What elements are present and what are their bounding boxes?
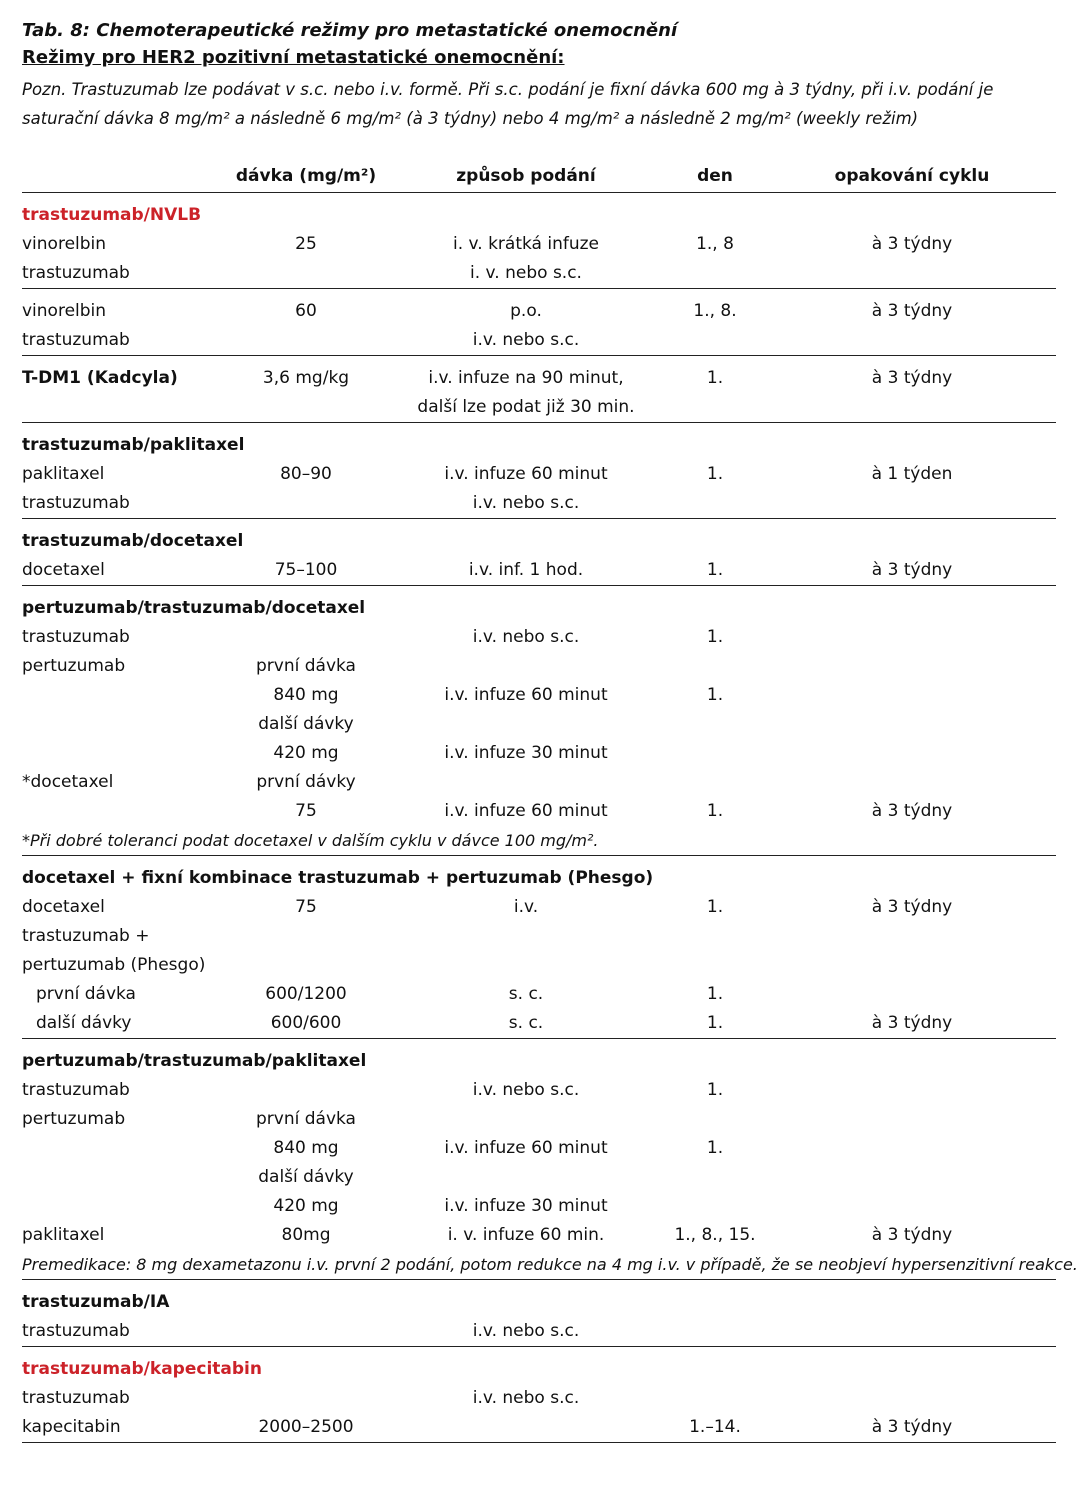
cell-drug xyxy=(22,1163,222,1192)
cell-cycle xyxy=(768,951,1056,980)
cell-route: i.v. infuze 60 minut xyxy=(444,464,608,484)
cell-cycle xyxy=(768,1384,1056,1413)
spacer-row xyxy=(22,519,1056,528)
cell-cycle: à 3 týdny xyxy=(768,1413,1056,1443)
table-row xyxy=(22,460,1056,489)
cell-day: 1., 8., 15. xyxy=(674,1225,756,1245)
cell-drug: docetaxel xyxy=(22,897,105,917)
cell-cycle xyxy=(768,980,1056,1009)
regimen-group-title: trastuzumab/kapecitabin xyxy=(22,1359,262,1379)
table-row xyxy=(22,364,1056,393)
cell-dose: 600/600 xyxy=(222,1009,390,1039)
header-regimen xyxy=(22,160,222,193)
spacer xyxy=(22,1280,1056,1289)
cell-cycle xyxy=(768,326,1056,356)
cell-drug: pertuzumab xyxy=(22,656,126,676)
cell-day: 1. xyxy=(662,556,768,586)
cell-route: i.v. nebo s.c. xyxy=(390,326,662,356)
spacer xyxy=(22,289,1056,298)
cell-dose: 60 xyxy=(295,301,317,321)
cell-drug: trastuzumab xyxy=(22,1388,130,1408)
spacer-row xyxy=(22,193,1056,202)
cell-day: 1. xyxy=(706,1138,724,1158)
cell-drug: další dávky xyxy=(22,1009,222,1039)
cell-route: i. v. krátká infuze xyxy=(452,234,599,254)
spacer-row xyxy=(22,1039,1056,1048)
cell-dose: 25 xyxy=(295,234,317,254)
cell-dose: další dávky xyxy=(258,714,354,734)
cell-drug: paklitaxel xyxy=(22,464,105,484)
cell-day: 1. xyxy=(706,1080,724,1100)
table-row xyxy=(22,893,1056,922)
header-day: den xyxy=(662,160,768,193)
cell-day xyxy=(662,1192,768,1221)
table-row xyxy=(22,739,1056,768)
cell-cycle xyxy=(768,681,1056,710)
table-row xyxy=(22,980,1056,1009)
regimen-group-title: trastuzumab/NVLB xyxy=(22,205,202,225)
group-note-row xyxy=(22,1250,1056,1280)
cell-cycle xyxy=(768,623,1056,652)
cell-cycle xyxy=(768,652,1056,681)
cell-dose: první dávka xyxy=(256,656,356,676)
table-subtitle: Režimy pro HER2 pozitivní metastatické onemocnění: xyxy=(22,47,565,68)
cell-drug: trastuzumab xyxy=(22,259,222,289)
cell-cycle: à 1 týden xyxy=(871,464,953,484)
cell-day xyxy=(662,922,768,951)
spacer-row xyxy=(22,423,1056,432)
cell-route xyxy=(390,710,662,739)
table-row xyxy=(22,681,1056,710)
cell-cycle xyxy=(768,259,1056,289)
cell-route xyxy=(390,768,662,797)
cell-cycle xyxy=(768,1134,1056,1163)
cell-drug: vinorelbin xyxy=(22,234,107,254)
regimen-table xyxy=(22,160,1078,1443)
table-row xyxy=(22,1221,1056,1250)
cell-drug: trastuzumab xyxy=(22,1317,222,1347)
regimen-note: Premedikace: 8 mg dexametazonu i.v. první 2 podání, potom redukce na 4 mg i.v. v případě, že se neobjeví hypersenzitivní reakce. xyxy=(22,1250,1056,1280)
cell-day: 1. xyxy=(706,685,724,705)
group-title-row xyxy=(22,594,1056,623)
cell-route: s. c. xyxy=(508,984,544,1004)
table-row xyxy=(22,556,1056,586)
cell-dose xyxy=(222,259,390,289)
cell-dose: 3,6 mg/kg xyxy=(262,368,350,388)
spacer xyxy=(22,1347,1056,1356)
cell-cycle: à 3 týdny xyxy=(871,801,953,821)
cell-cycle xyxy=(768,1163,1056,1192)
cell-drug: pertuzumab xyxy=(22,1109,126,1129)
table-row xyxy=(22,1134,1056,1163)
cell-dose: 80–90 xyxy=(280,464,332,484)
cell-route: i.v. infuze 60 minut xyxy=(444,801,608,821)
regimen-group-title: pertuzumab/trastuzumab/paklitaxel xyxy=(22,1051,367,1071)
cell-dose: 840 mg xyxy=(273,685,339,705)
cell-day xyxy=(662,393,768,423)
table-row xyxy=(22,259,1056,289)
cell-dose xyxy=(222,1384,390,1413)
table-row xyxy=(22,1009,1056,1039)
cell-day xyxy=(662,1384,768,1413)
cell-day xyxy=(662,1317,768,1347)
cell-day xyxy=(662,739,768,768)
spacer-row xyxy=(22,1347,1056,1356)
cell-day xyxy=(662,710,768,739)
cell-drug: trastuzumab xyxy=(22,326,222,356)
cell-route: i.v. infuze 30 minut xyxy=(444,743,608,763)
cell-dose xyxy=(222,623,390,652)
cell-drug: T-DM1 (Kadcyla) xyxy=(22,368,178,388)
table-row xyxy=(22,1384,1056,1413)
cell-route xyxy=(390,652,662,681)
cell-drug: paklitaxel xyxy=(22,1225,105,1245)
cell-day xyxy=(662,1163,768,1192)
spacer-row xyxy=(22,1280,1056,1289)
table-row xyxy=(22,768,1056,797)
cell-dose: 80mg xyxy=(281,1225,331,1245)
cell-route: p.o. xyxy=(510,301,542,321)
table-row xyxy=(22,710,1056,739)
cell-route xyxy=(390,951,662,980)
spacer-row xyxy=(22,856,1056,865)
cell-day xyxy=(662,951,768,980)
cell-drug xyxy=(22,393,222,423)
cell-drug: trastuzumab + xyxy=(22,926,150,946)
cell-drug: vinorelbin xyxy=(22,301,107,321)
cell-day xyxy=(662,326,768,356)
cell-route: i. v. nebo s.c. xyxy=(390,259,662,289)
table-row xyxy=(22,1317,1056,1347)
cell-day: 1. xyxy=(706,627,724,647)
group-title-row xyxy=(22,1047,1056,1076)
table-row xyxy=(22,326,1056,356)
cell-route: i.v. nebo s.c. xyxy=(472,1080,580,1100)
cell-dose: 75–100 xyxy=(222,556,390,586)
header-row xyxy=(22,160,1056,193)
regimen-group-title: trastuzumab/IA xyxy=(22,1292,170,1312)
cell-drug xyxy=(22,1192,222,1221)
group-note-row xyxy=(22,826,1056,856)
cell-dose xyxy=(222,326,390,356)
cell-drug: trastuzumab xyxy=(22,627,130,647)
cell-cycle xyxy=(768,710,1056,739)
cell-day: 1., 8. xyxy=(693,301,737,321)
group-title-row xyxy=(22,864,1056,893)
regimen-group-title: pertuzumab/trastuzumab/docetaxel xyxy=(22,598,366,618)
table-row xyxy=(22,297,1056,326)
table-row xyxy=(22,489,1056,519)
cell-cycle: à 3 týdny xyxy=(871,1225,953,1245)
cell-drug xyxy=(22,1134,222,1163)
cell-day: 1. xyxy=(706,801,724,821)
cell-route: i.v. infuze 60 minut xyxy=(444,685,608,705)
cell-dose xyxy=(222,1076,390,1105)
group-title-row xyxy=(22,1355,1056,1384)
cell-day: 1. xyxy=(706,984,724,1004)
cell-day xyxy=(662,259,768,289)
cell-dose xyxy=(222,951,390,980)
regimen-note: *Při dobré toleranci podat docetaxel v dalším cyklu v dávce 100 mg/m². xyxy=(22,826,1056,856)
table-row xyxy=(22,1076,1056,1105)
cell-cycle xyxy=(768,1076,1056,1105)
spacer-row xyxy=(22,356,1056,365)
cell-cycle: à 3 týdny xyxy=(871,234,953,254)
cell-route: i.v. nebo s.c. xyxy=(390,489,662,519)
cell-cycle xyxy=(768,1105,1056,1134)
group-title-row xyxy=(22,431,1056,460)
cell-route: i.v. xyxy=(513,897,539,917)
cell-drug xyxy=(22,710,222,739)
cell-day: 1. xyxy=(706,897,724,917)
spacer xyxy=(22,519,1056,528)
cell-route: s. c. xyxy=(390,1009,662,1039)
cell-drug: *docetaxel xyxy=(22,772,114,792)
table-row xyxy=(22,797,1056,826)
cell-route: i. v. infuze 60 min. xyxy=(447,1225,605,1245)
cell-drug: první dávka xyxy=(36,984,136,1004)
cell-cycle xyxy=(768,922,1056,951)
cell-dose xyxy=(222,922,390,951)
cell-dose: 75 xyxy=(295,801,317,821)
cell-route: další lze podat již 30 min. xyxy=(390,393,662,423)
table-row xyxy=(22,1105,1056,1134)
cell-cycle xyxy=(768,1192,1056,1221)
cell-cycle xyxy=(768,768,1056,797)
cell-dose: první dávka xyxy=(256,1109,356,1129)
cell-drug: docetaxel xyxy=(22,556,222,586)
regimen-group-title: trastuzumab/paklitaxel xyxy=(22,435,245,455)
cell-route: i.v. infuze na 90 minut, xyxy=(428,368,624,388)
cell-cycle: à 3 týdny xyxy=(871,368,953,388)
cell-cycle xyxy=(768,1317,1056,1347)
cell-route: i.v. infuze 60 minut xyxy=(444,1138,608,1158)
table-row xyxy=(22,1413,1056,1443)
cell-dose xyxy=(222,393,390,423)
cell-cycle xyxy=(768,489,1056,519)
cell-day xyxy=(662,652,768,681)
cell-route: i.v. nebo s.c. xyxy=(390,1317,662,1347)
cell-route xyxy=(390,1163,662,1192)
cell-drug xyxy=(22,681,222,710)
cell-cycle: à 3 týdny xyxy=(871,897,953,917)
cell-drug: trastuzumab xyxy=(22,489,222,519)
cell-day xyxy=(662,768,768,797)
table-row xyxy=(22,623,1056,652)
group-title-row xyxy=(22,1288,1056,1317)
spacer xyxy=(22,423,1056,432)
cell-route: i.v. infuze 30 minut xyxy=(444,1196,608,1216)
spacer xyxy=(22,586,1056,595)
table-row xyxy=(22,652,1056,681)
cell-dose: 600/1200 xyxy=(265,984,347,1004)
cell-day xyxy=(662,1105,768,1134)
cell-dose: 840 mg xyxy=(273,1138,339,1158)
cell-dose: první dávky xyxy=(256,772,356,792)
cell-drug: pertuzumab (Phesgo) xyxy=(22,955,206,975)
group-title-row xyxy=(22,201,1056,230)
spacer xyxy=(22,1039,1056,1048)
table-row xyxy=(22,922,1056,951)
spacer-row xyxy=(22,586,1056,595)
cell-dose: 2000–2500 xyxy=(222,1413,390,1443)
cell-day: 1.–14. xyxy=(662,1413,768,1443)
table-title: Tab. 8: Chemoterapeutické režimy pro metastatické onemocnění xyxy=(22,20,678,41)
group-title-row xyxy=(22,527,1056,556)
cell-route xyxy=(390,1413,662,1443)
spacer xyxy=(22,356,1056,365)
cell-day xyxy=(662,489,768,519)
table-row xyxy=(22,393,1056,423)
table-body xyxy=(22,193,1078,1443)
spacer xyxy=(22,193,1056,202)
cell-dose: 420 mg xyxy=(273,743,339,763)
table-row xyxy=(22,1163,1056,1192)
cell-route xyxy=(390,1105,662,1134)
cell-dose xyxy=(222,489,390,519)
cell-cycle: à 3 týdny xyxy=(768,1009,1056,1039)
regimen-group-title: docetaxel + fixní kombinace trastuzumab + pertuzumab (Phesgo) xyxy=(22,868,654,888)
cell-route xyxy=(390,922,662,951)
cell-route: i.v. nebo s.c. xyxy=(472,627,580,647)
cell-drug xyxy=(22,797,222,826)
cell-day: 1. xyxy=(662,1009,768,1039)
cell-cycle xyxy=(768,393,1056,423)
spacer-row xyxy=(22,289,1056,298)
table-row xyxy=(22,951,1056,980)
cell-cycle: à 3 týdny xyxy=(871,301,953,321)
table-row xyxy=(22,230,1056,259)
cell-cycle: à 3 týdny xyxy=(768,556,1056,586)
cell-drug: kapecitabin xyxy=(22,1413,222,1443)
cell-route: i.v. nebo s.c. xyxy=(472,1388,580,1408)
header-dose: dávka (mg/m²) xyxy=(222,160,390,193)
cell-drug xyxy=(22,739,222,768)
cell-day: 1., 8 xyxy=(696,234,734,254)
regimen-group-title: trastuzumab/docetaxel xyxy=(22,531,244,551)
cell-dose: další dávky xyxy=(258,1167,354,1187)
cell-drug: trastuzumab xyxy=(22,1080,130,1100)
header-route: způsob podání xyxy=(390,160,662,193)
table-row xyxy=(22,1192,1056,1221)
cell-day: 1. xyxy=(706,464,724,484)
cell-route: i.v. inf. 1 hod. xyxy=(390,556,662,586)
cell-dose: 420 mg xyxy=(273,1196,339,1216)
spacer xyxy=(22,856,1056,865)
cell-cycle xyxy=(768,739,1056,768)
table-note: Pozn. Trastuzumab lze podávat v s.c. nebo i.v. formě. Při s.c. podání je fixní dávka 600 mg à 3 týdny, při i.v. podání je saturační dávka 8 mg/m² a následně 6 mg/m² (à 3 týdny) nebo 4 mg/m² a následně 2 mg/m² (weekly režim) xyxy=(22,80,994,128)
cell-dose xyxy=(222,1317,390,1347)
cell-day: 1. xyxy=(706,368,724,388)
cell-dose: 75 xyxy=(295,897,317,917)
header-cycle: opakování cyklu xyxy=(768,160,1056,193)
